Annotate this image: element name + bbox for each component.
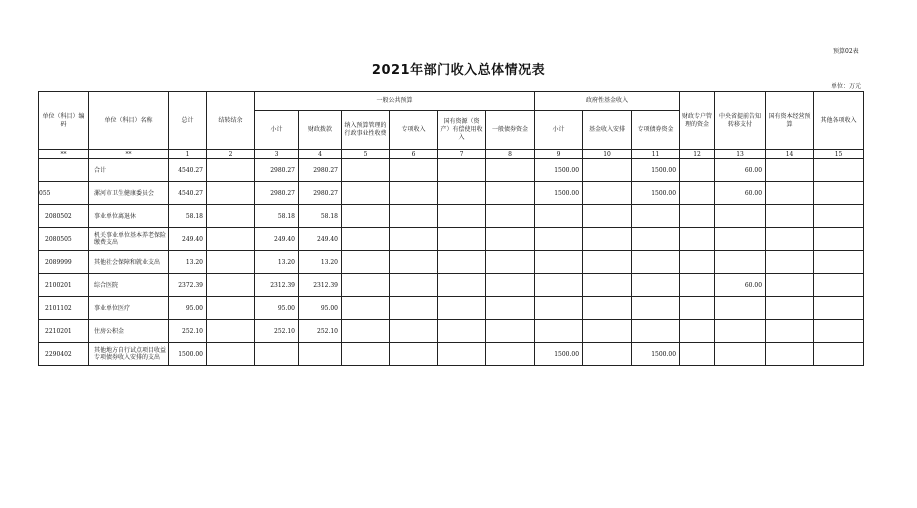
row-value [583, 343, 632, 366]
index-cell: 9 [535, 150, 583, 159]
row-name: 合计 [89, 159, 169, 182]
row-name: 其他地方自行试点项目收益专项债券收入安排的支出 [89, 343, 169, 366]
row-value [680, 182, 715, 205]
row-value: 252.10 [255, 320, 299, 343]
row-value [632, 251, 680, 274]
row-value [342, 205, 390, 228]
row-value [390, 159, 438, 182]
row-value [632, 320, 680, 343]
row-value [390, 343, 438, 366]
index-cell: ** [39, 150, 89, 159]
row-value: 4540.27 [169, 159, 207, 182]
row-value [680, 205, 715, 228]
row-value [438, 274, 486, 297]
row-value: 2980.27 [255, 182, 299, 205]
row-value [390, 251, 438, 274]
header-state-asset: 国有资源（资产）有偿使用收入 [438, 111, 486, 150]
row-value [766, 182, 814, 205]
row-value: 4540.27 [169, 182, 207, 205]
index-cell: 8 [486, 150, 535, 159]
index-cell: 3 [255, 150, 299, 159]
row-value [342, 274, 390, 297]
row-value [766, 205, 814, 228]
row-value [486, 182, 535, 205]
row-value [632, 274, 680, 297]
row-value [438, 343, 486, 366]
row-value [583, 159, 632, 182]
row-value [766, 228, 814, 251]
row-value [715, 251, 766, 274]
index-cell: 2 [207, 150, 255, 159]
row-value [715, 228, 766, 251]
header-code: 单位（科目）编码 [39, 92, 89, 150]
row-value [680, 274, 715, 297]
row-value [486, 343, 535, 366]
row-value [342, 182, 390, 205]
row-value: 13.20 [255, 251, 299, 274]
row-value: 1500.00 [632, 343, 680, 366]
header-special-bond: 专项债券资金 [632, 111, 680, 150]
row-code: 2290402 [39, 343, 89, 366]
index-cell: 12 [680, 150, 715, 159]
row-value [438, 251, 486, 274]
row-value [535, 320, 583, 343]
header-fund-arranged: 基金收入安排 [583, 111, 632, 150]
row-value [583, 205, 632, 228]
row-value [438, 205, 486, 228]
row-value [583, 228, 632, 251]
index-cell: 11 [632, 150, 680, 159]
row-value: 1500.00 [535, 343, 583, 366]
row-value [766, 297, 814, 320]
header-carryover: 结转结余 [207, 92, 255, 150]
row-value: 249.40 [299, 228, 342, 251]
header-general-bond: 一般债券资金 [486, 111, 535, 150]
row-value: 1500.00 [632, 159, 680, 182]
row-value [814, 251, 864, 274]
income-table [38, 91, 864, 366]
index-cell: 15 [814, 150, 864, 159]
header-general-budget: 一般公共预算 [255, 92, 535, 111]
header-total: 总计 [169, 92, 207, 150]
row-value: 95.00 [299, 297, 342, 320]
row-value [814, 205, 864, 228]
row-value: 2312.39 [255, 274, 299, 297]
row-value [299, 343, 342, 366]
row-value [207, 228, 255, 251]
row-value [255, 343, 299, 366]
row-value [342, 343, 390, 366]
row-value [486, 297, 535, 320]
row-name: 漯河市卫生健康委员会 [89, 182, 169, 205]
header-central-transfer: 中央省提前告知转移支付 [715, 92, 766, 150]
row-value: 1500.00 [169, 343, 207, 366]
row-value [207, 274, 255, 297]
row-value: 58.18 [255, 205, 299, 228]
row-value [680, 251, 715, 274]
header-fund-subtotal: 小计 [535, 111, 583, 150]
row-value: 60.00 [715, 159, 766, 182]
row-value [715, 320, 766, 343]
row-value [486, 205, 535, 228]
table-row [39, 251, 864, 274]
table-row [39, 297, 864, 320]
header-special-managed: 财政专户管理的资金 [680, 92, 715, 150]
row-value: 13.20 [169, 251, 207, 274]
row-name: 住房公积金 [89, 320, 169, 343]
row-value [680, 343, 715, 366]
row-value: 2980.27 [255, 159, 299, 182]
row-value [486, 228, 535, 251]
row-value: 249.40 [255, 228, 299, 251]
row-value [535, 251, 583, 274]
row-value [535, 205, 583, 228]
row-value [814, 274, 864, 297]
header-fiscal: 财政拨款 [299, 111, 342, 150]
row-value [535, 274, 583, 297]
row-value [632, 205, 680, 228]
row-value [390, 228, 438, 251]
row-name: 机关事业单位基本养老保险缴费支出 [89, 228, 169, 251]
index-cell: 14 [766, 150, 814, 159]
row-value [632, 297, 680, 320]
row-name: 事业单位离退休 [89, 205, 169, 228]
row-value: 1500.00 [535, 159, 583, 182]
row-value [438, 228, 486, 251]
table-row [39, 182, 864, 205]
row-value [207, 205, 255, 228]
row-value [342, 320, 390, 343]
row-value [715, 297, 766, 320]
row-name: 其他社会保障和就业支出 [89, 251, 169, 274]
row-value: 60.00 [715, 182, 766, 205]
row-value [390, 205, 438, 228]
row-value [486, 251, 535, 274]
index-cell: 1 [169, 150, 207, 159]
row-value [680, 228, 715, 251]
row-value [390, 274, 438, 297]
row-value [535, 297, 583, 320]
row-value [632, 228, 680, 251]
row-value [342, 228, 390, 251]
row-value [766, 320, 814, 343]
row-value [766, 274, 814, 297]
row-value [583, 297, 632, 320]
table-row [39, 343, 864, 366]
row-value: 58.18 [169, 205, 207, 228]
index-cell: 6 [390, 150, 438, 159]
form-code: 预算02表 [833, 48, 859, 55]
row-value [342, 251, 390, 274]
row-value [486, 159, 535, 182]
row-value [207, 297, 255, 320]
row-value [715, 343, 766, 366]
row-value [814, 159, 864, 182]
row-value [207, 343, 255, 366]
row-value [583, 320, 632, 343]
header-special: 专项收入 [390, 111, 438, 150]
table-row [39, 159, 864, 182]
index-cell: ** [89, 150, 169, 159]
row-code: 2080502 [39, 205, 89, 228]
index-cell: 13 [715, 150, 766, 159]
row-value [583, 251, 632, 274]
row-name: 事业单位医疗 [89, 297, 169, 320]
row-value [342, 297, 390, 320]
row-value [207, 251, 255, 274]
table-row [39, 320, 864, 343]
row-name: 综合医院 [89, 274, 169, 297]
page-title: 2021年部门收入总体情况表 [371, 63, 546, 78]
header-gov-fund: 政府性基金收入 [535, 92, 680, 111]
row-value [390, 297, 438, 320]
row-value [680, 320, 715, 343]
row-value [535, 228, 583, 251]
row-value [766, 251, 814, 274]
row-value [715, 205, 766, 228]
row-value: 1500.00 [632, 182, 680, 205]
header-inclusion: 纳入预算管理的行政事业性收费 [342, 111, 390, 150]
index-cell: 5 [342, 150, 390, 159]
row-code: 2100201 [39, 274, 89, 297]
row-code: 2210201 [39, 320, 89, 343]
row-value [486, 320, 535, 343]
row-value [438, 320, 486, 343]
row-value [438, 182, 486, 205]
row-value [680, 159, 715, 182]
row-value [207, 320, 255, 343]
row-code: 2089999 [39, 251, 89, 274]
row-value: 2372.39 [169, 274, 207, 297]
row-value [814, 297, 864, 320]
row-value: 58.18 [299, 205, 342, 228]
row-code: 2101102 [39, 297, 89, 320]
index-cell: 7 [438, 150, 486, 159]
row-value: 60.00 [715, 274, 766, 297]
unit-label: 单位：万元 [831, 83, 862, 90]
row-value: 2980.27 [299, 159, 342, 182]
index-cell: 10 [583, 150, 632, 159]
row-value [680, 297, 715, 320]
row-value: 95.00 [169, 297, 207, 320]
row-value [814, 182, 864, 205]
row-value [766, 343, 814, 366]
row-value [814, 320, 864, 343]
header-name: 单位（科目）名称 [89, 92, 169, 150]
row-code: 055 [39, 182, 89, 205]
index-cell: 4 [299, 150, 342, 159]
row-value: 1500.00 [535, 182, 583, 205]
row-value [766, 159, 814, 182]
table-row [39, 228, 864, 251]
index-row [39, 150, 864, 159]
table-row [39, 205, 864, 228]
header-state-capital: 国有资本经营预算 [766, 92, 814, 150]
row-value [390, 320, 438, 343]
row-value [438, 297, 486, 320]
row-value: 252.10 [299, 320, 342, 343]
row-value [207, 159, 255, 182]
row-value: 249.40 [169, 228, 207, 251]
row-value [438, 159, 486, 182]
row-value: 2980.27 [299, 182, 342, 205]
row-value [342, 159, 390, 182]
row-value [583, 274, 632, 297]
table-row [39, 274, 864, 297]
row-code: 2080505 [39, 228, 89, 251]
row-value: 13.20 [299, 251, 342, 274]
row-value: 252.10 [169, 320, 207, 343]
row-value [814, 228, 864, 251]
row-code [39, 159, 89, 182]
row-value: 95.00 [255, 297, 299, 320]
row-value [486, 274, 535, 297]
row-value [390, 182, 438, 205]
row-value [583, 182, 632, 205]
header-subtotal: 小计 [255, 111, 299, 150]
row-value [207, 182, 255, 205]
header-other: 其他各项收入 [814, 92, 864, 150]
row-value: 2312.39 [299, 274, 342, 297]
row-value [814, 343, 864, 366]
